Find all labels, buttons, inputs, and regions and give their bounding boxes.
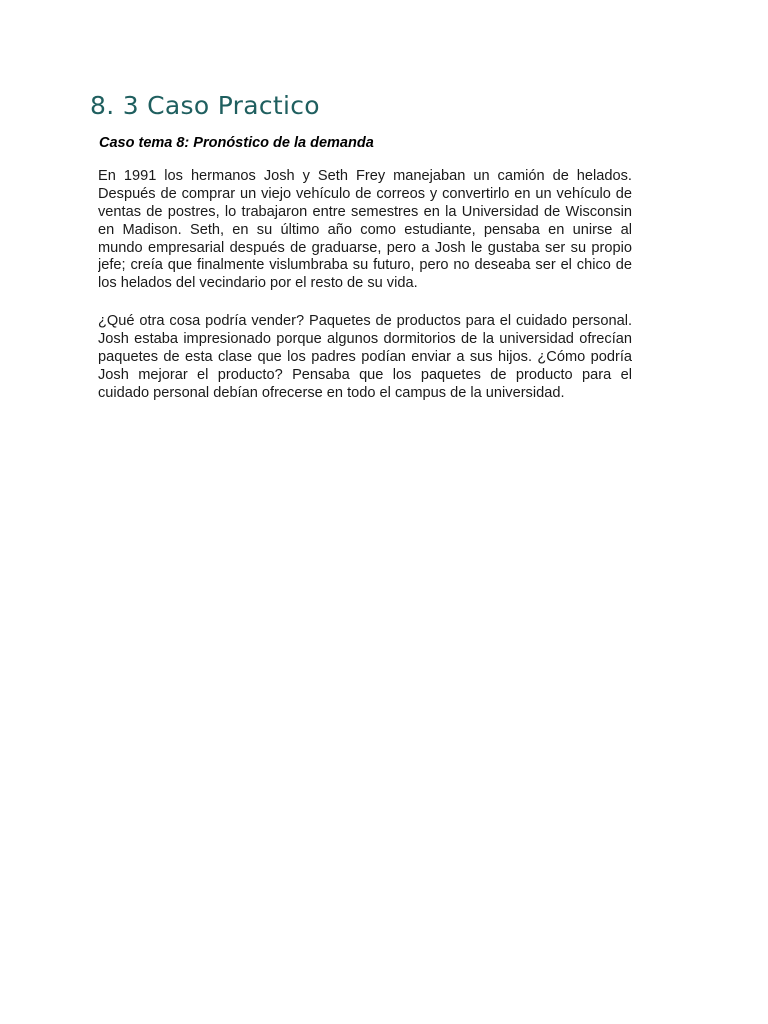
section-title: 8. 3 Caso Practico xyxy=(90,91,320,120)
paragraph-line: ventas de postres, lo trabajaron entre semestres en la Universidad de Wisconsin xyxy=(98,203,632,220)
paragraph-2 xyxy=(98,313,632,402)
paragraph-line: Josh estaba impresionado porque algunos dormitorios de la universidad ofrecían xyxy=(98,330,632,347)
paragraph-1 xyxy=(98,168,632,293)
paragraph-line: los helados del vecindario por el resto de su vida. xyxy=(98,275,418,292)
paragraph-line: Después de comprar un viejo vehículo de correos y convertirlo en un vehículo de xyxy=(98,185,632,202)
paragraph-line: ¿Qué otra cosa podría vender? Paquetes de productos para el cuidado personal. xyxy=(98,313,632,329)
paragraph-line: En 1991 los hermanos Josh y Seth Frey manejaban un camión de helados. xyxy=(98,168,632,184)
paragraph-line: cuidado personal debían ofrecerse en todo el campus de la universidad. xyxy=(98,384,565,401)
paragraph-line: mundo empresarial después de graduarse, pero a Josh le gustaba ser su propio xyxy=(98,239,632,256)
paragraph-line: Josh mejorar el producto? Pensaba que los paquetes de producto para el xyxy=(98,366,632,383)
paragraph-line: paquetes de esta clase que los padres podían enviar a sus hijos. ¿Cómo podría xyxy=(98,348,632,365)
paragraph-line: jefe; creía que finalmente vislumbraba su futuro, pero no deseaba ser el chico de xyxy=(98,257,632,274)
case-subtitle: Caso tema 8: Pronóstico de la demanda xyxy=(99,135,374,151)
paragraph-line: en Madison. Seth, en su último año como estudiante, pensaba en unirse al xyxy=(98,221,632,238)
